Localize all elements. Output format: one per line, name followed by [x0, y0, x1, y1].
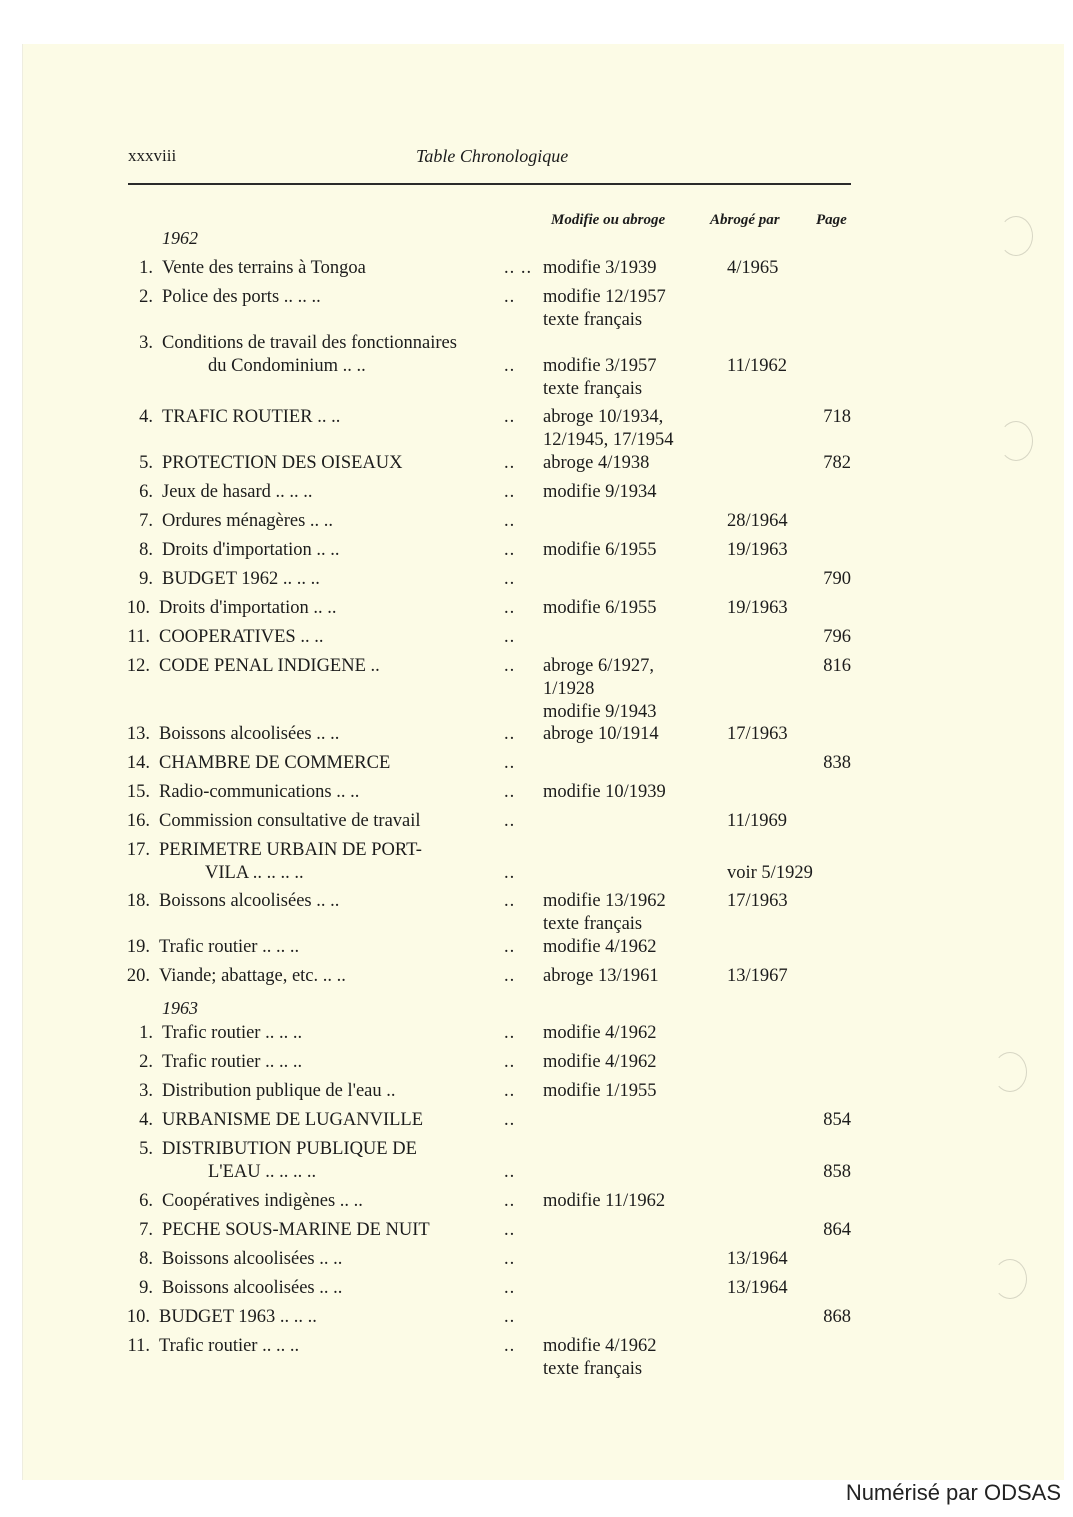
abroge-par: 28/1964	[727, 511, 788, 531]
entry-title: Trafic routier .. .. ..	[162, 1023, 303, 1043]
leader-dots: ..	[504, 1307, 516, 1327]
entry-number: 2.	[139, 1052, 153, 1072]
year-heading-1963: 1963	[162, 998, 198, 1018]
leader-dots: ..	[504, 1278, 516, 1298]
entry-number: 18.	[126, 891, 150, 911]
entry-number: 20.	[126, 966, 150, 986]
modifie-ou-abroge: modifie 3/1957 texte français	[543, 356, 657, 399]
modifie-ou-abroge: modifie 13/1962 texte français	[543, 891, 666, 934]
modifie-ou-abroge: modifie 4/1962 texte français	[543, 1336, 657, 1379]
modifie-ou-abroge: modifie 6/1955	[543, 598, 657, 618]
entry-title: Conditions de travail des fonctionnaires	[162, 333, 457, 353]
entry-title: DISTRIBUTION PUBLIQUE DE	[162, 1139, 417, 1159]
entry-number: 10.	[126, 598, 150, 618]
punch-hole	[993, 1052, 1027, 1092]
leader-dots: ..	[504, 863, 516, 883]
entry-number: 1.	[139, 258, 153, 278]
entry-number: 10.	[126, 1307, 150, 1327]
modifie-ou-abroge: modifie 4/1962	[543, 1052, 657, 1072]
leader-dots: ..	[504, 598, 516, 618]
abroge-par: 13/1967	[727, 966, 788, 986]
leader-dots: ..	[504, 724, 516, 744]
modifie-ou-abroge: modifie 6/1955	[543, 540, 657, 560]
abroge-par-note: voir 5/1929	[727, 863, 813, 883]
abroge-par: 17/1963	[727, 724, 788, 744]
entry-number: 5.	[139, 453, 153, 473]
modifie-ou-abroge: abroge 4/1938	[543, 453, 650, 473]
leader-dots: ..	[504, 627, 516, 647]
page-ref: 718	[823, 407, 851, 427]
leader-dots: ..	[504, 811, 516, 831]
entry-title: BUDGET 1963 .. .. ..	[159, 1307, 317, 1327]
entry-title: PROTECTION DES OISEAUX	[162, 453, 403, 473]
leader-dots: ..	[504, 966, 516, 986]
page-title: Table Chronologique	[416, 146, 569, 166]
entry-number: 9.	[139, 569, 153, 589]
page-ref: 838	[823, 753, 851, 773]
entry-title: URBANISME DE LUGANVILLE	[162, 1110, 424, 1130]
modifie-ou-abroge: abroge 6/1927, 1/1928 modifie 9/1943	[543, 656, 657, 722]
leader-dots: ..	[504, 1110, 516, 1130]
entry-title: Viande; abattage, etc. .. ..	[159, 966, 346, 986]
leader-dots: ..	[504, 1052, 516, 1072]
entry-number: 7.	[139, 511, 153, 531]
entry-number: 3.	[139, 1081, 153, 1101]
entry-title: PERIMETRE URBAIN DE PORT-	[159, 840, 422, 860]
abroge-par: 19/1963	[727, 540, 788, 560]
abroge-par: 11/1969	[727, 811, 787, 831]
leader-dots: ..	[504, 656, 516, 676]
entry-title: PECHE SOUS-MARINE DE NUIT	[162, 1220, 430, 1240]
entry-title: Droits d'importation .. ..	[159, 598, 337, 618]
page-ref: 868	[823, 1307, 851, 1327]
leader-dots: ..	[504, 356, 516, 376]
leader-dots: ..	[504, 782, 516, 802]
leader-dots: ..	[504, 453, 516, 473]
page-ref: 782	[823, 453, 851, 473]
modifie-ou-abroge: modifie 1/1955	[543, 1081, 657, 1101]
entry-number: 11.	[127, 627, 150, 647]
leader-dots: ..	[504, 1191, 516, 1211]
entry-number: 11.	[127, 1336, 150, 1356]
column-header-page: Page	[816, 212, 847, 228]
page-ref: 796	[823, 627, 851, 647]
entry-title-continued: L'EAU .. .. .. ..	[208, 1162, 317, 1182]
entry-number: 9.	[139, 1278, 153, 1298]
leader-dots: ..	[504, 540, 516, 560]
punch-hole	[993, 1259, 1027, 1299]
entry-title: Boissons alcoolisées .. ..	[162, 1249, 343, 1269]
entry-title: Boissons alcoolisées .. ..	[162, 1278, 343, 1298]
entry-number: 8.	[139, 540, 153, 560]
modifie-ou-abroge: modifie 4/1962	[543, 937, 657, 957]
leader-dots: ..	[504, 569, 516, 589]
entry-number: 17.	[126, 840, 150, 860]
entry-title: Distribution publique de l'eau ..	[162, 1081, 396, 1101]
column-header-modifie: Modifie ou abroge	[551, 212, 666, 228]
page-number: xxxviii	[128, 146, 177, 165]
entry-title: CODE PENAL INDIGENE ..	[159, 656, 380, 676]
entry-number: 19.	[126, 937, 150, 957]
page-ref: 854	[823, 1110, 851, 1130]
leader-dots: ..	[504, 1249, 516, 1269]
leader-dots: ..	[504, 287, 516, 307]
entry-number: 2.	[139, 287, 153, 307]
abroge-par: 17/1963	[727, 891, 788, 911]
leader-dots: ..	[504, 753, 516, 773]
punch-hole	[999, 421, 1033, 461]
entry-title: Police des ports .. .. ..	[162, 287, 321, 307]
leader-dots: .. ..	[504, 258, 533, 278]
leader-dots: ..	[504, 1081, 516, 1101]
entry-title-continued: du Condominium .. ..	[208, 356, 366, 376]
entry-title: Coopératives indigènes .. ..	[162, 1191, 363, 1211]
leader-dots: ..	[504, 1220, 516, 1240]
entry-number: 8.	[139, 1249, 153, 1269]
entry-number: 4.	[139, 1110, 153, 1130]
entry-title: Jeux de hasard .. .. ..	[162, 482, 313, 502]
leader-dots: ..	[504, 407, 516, 427]
entry-number: 14.	[126, 753, 150, 773]
modifie-ou-abroge: modifie 10/1939	[543, 782, 666, 802]
leader-dots: ..	[504, 482, 516, 502]
entry-number: 12.	[126, 656, 150, 676]
leader-dots: ..	[504, 1162, 516, 1182]
entry-number: 16.	[126, 811, 150, 831]
entry-title: Droits d'importation .. ..	[162, 540, 340, 560]
page-ref: 790	[823, 569, 851, 589]
entry-title: Trafic routier .. .. ..	[162, 1052, 303, 1072]
entry-number: 4.	[139, 407, 153, 427]
entry-title: Radio-communications .. ..	[159, 782, 360, 802]
abroge-par: 13/1964	[727, 1249, 788, 1269]
entry-number: 6.	[139, 1191, 153, 1211]
entry-number: 7.	[139, 1220, 153, 1240]
leader-dots: ..	[504, 937, 516, 957]
punch-hole	[999, 216, 1033, 256]
abroge-par: 19/1963	[727, 598, 788, 618]
abroge-par: 4/1965	[727, 258, 779, 278]
entry-title: Boissons alcoolisées .. ..	[159, 724, 340, 744]
modifie-ou-abroge: abroge 10/1934, 12/1945, 17/1954	[543, 407, 674, 450]
entry-title: Trafic routier .. .. ..	[159, 1336, 300, 1356]
leader-dots: ..	[504, 511, 516, 531]
entry-title: Vente des terrains à Tongoa	[162, 258, 366, 278]
entry-title-continued: VILA .. .. .. ..	[205, 863, 304, 883]
entry-number: 1.	[139, 1023, 153, 1043]
page-ref: 864	[823, 1220, 851, 1240]
modifie-ou-abroge: abroge 13/1961	[543, 966, 659, 986]
entry-number: 13.	[126, 724, 150, 744]
leader-dots: ..	[504, 1336, 516, 1356]
abroge-par: 13/1964	[727, 1278, 788, 1298]
entry-number: 6.	[139, 482, 153, 502]
header-rule	[128, 183, 851, 185]
page-ref: 858	[823, 1162, 851, 1182]
modifie-ou-abroge: modifie 12/1957 texte français	[543, 287, 666, 330]
entry-title: BUDGET 1962 .. .. ..	[162, 569, 320, 589]
entry-title: TRAFIC ROUTIER .. ..	[162, 407, 341, 427]
entry-title: Commission consultative de travail	[159, 811, 421, 831]
column-header-abroge: Abrogé par	[710, 212, 780, 228]
entry-number: 5.	[139, 1139, 153, 1159]
modifie-ou-abroge: modifie 11/1962	[543, 1191, 666, 1211]
leader-dots: ..	[504, 891, 516, 911]
entry-title: COOPERATIVES .. ..	[159, 627, 324, 647]
entry-title: CHAMBRE DE COMMERCE	[159, 753, 391, 773]
year-heading-1962: 1962	[162, 228, 198, 248]
entry-title: Ordures ménagères .. ..	[162, 511, 334, 531]
modifie-ou-abroge: modifie 3/1939	[543, 258, 657, 278]
modifie-ou-abroge: abroge 10/1914	[543, 724, 659, 744]
entry-number: 3.	[139, 333, 153, 353]
entry-number: 15.	[126, 782, 150, 802]
entry-title: Boissons alcoolisées .. ..	[159, 891, 340, 911]
modifie-ou-abroge: modifie 4/1962	[543, 1023, 657, 1043]
abroge-par: 11/1962	[727, 356, 787, 376]
page-ref: 816	[823, 656, 851, 676]
leader-dots: ..	[504, 1023, 516, 1043]
entry-title: Trafic routier .. .. ..	[159, 937, 300, 957]
digitization-credit: Numérisé par ODSAS	[845, 1480, 1061, 1505]
modifie-ou-abroge: modifie 9/1934	[543, 482, 657, 502]
